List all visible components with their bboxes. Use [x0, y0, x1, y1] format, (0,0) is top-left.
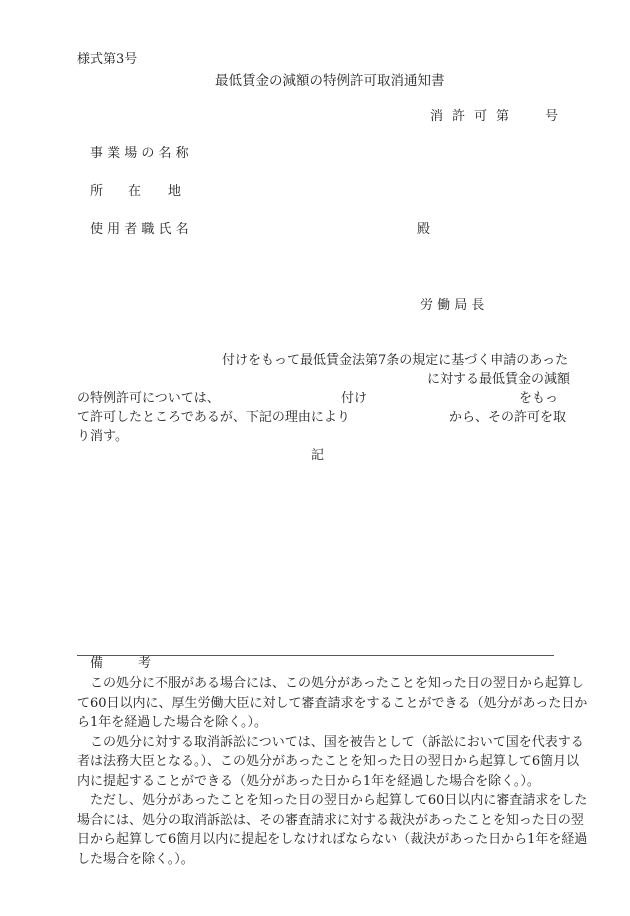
- doc-number-char: 第: [496, 109, 510, 124]
- remarks-line: ら1年を経過した場合を除く。）。: [77, 715, 268, 730]
- issuer: 労 働 局 長: [420, 298, 485, 313]
- ki-heading: 記: [311, 448, 325, 463]
- remarks-heading-char: 考: [138, 656, 152, 671]
- location-char: 地: [168, 184, 182, 199]
- document-title: 最低賃金の減額の特例許可取消通知書: [215, 73, 445, 89]
- remarks-line: て60日以内に、厚生労働大臣に対して審査請求をすることができる（処分があった日か: [77, 695, 588, 711]
- doc-number-suffix: 号: [545, 109, 559, 124]
- remarks-line: この処分に対する取消訴訟については、国を被告として（訴訟において国を代表する: [90, 734, 584, 750]
- body-line: をもっ: [519, 391, 559, 406]
- body-line: から、その許可を取: [449, 410, 567, 425]
- body-line: て許可したところであるが、下記の理由により: [77, 410, 350, 425]
- body-line: 付け: [341, 391, 368, 406]
- body-line: り消す。: [77, 429, 128, 444]
- remarks-line: 場合には、処分の取消訴訟は、その審査請求に対する裁決があったことを知った日の翌: [77, 812, 584, 828]
- remarks-line: ただし、処分があったことを知った日の翌日から起算して60日以内に審査請求をした: [90, 793, 588, 808]
- doc-number-char: 可: [474, 109, 488, 124]
- body-line: 付けをもって最低賃金法第7条の規定に基づく申請のあった: [222, 353, 569, 368]
- doc-number-char: 消: [430, 109, 444, 124]
- remarks-line: 内に提起することができる（処分があった日から1年を経過した場合を除く。）。: [77, 773, 540, 789]
- employer-label: 使 用 者 職 氏 名: [90, 222, 189, 237]
- remarks-line: 日から起算して6箇月以内に提起をしなければならない（裁決があった日から1年を経過: [77, 832, 588, 847]
- body-line: の特例許可については、: [77, 391, 220, 406]
- body-line: に対する最低賃金の減額: [427, 372, 571, 387]
- location-char: 所: [90, 184, 104, 199]
- remarks-heading-char: 備: [90, 656, 104, 671]
- honorific: 殿: [417, 222, 431, 237]
- remarks-line: 者は法務大臣となる。）、この処分があったことを知った日の翌日から起算して6箇月以: [77, 754, 580, 769]
- remarks-line: この処分に不服がある場合には、この処分があったことを知った日の翌日から起算し: [90, 676, 584, 691]
- form-number: 様式第3号: [77, 52, 138, 67]
- doc-number-char: 許: [452, 109, 466, 124]
- business-name-label: 事 業 場 の 名 称: [90, 146, 189, 161]
- location-char: 在: [128, 184, 142, 199]
- remarks-line: した場合を除く。）。: [77, 851, 194, 867]
